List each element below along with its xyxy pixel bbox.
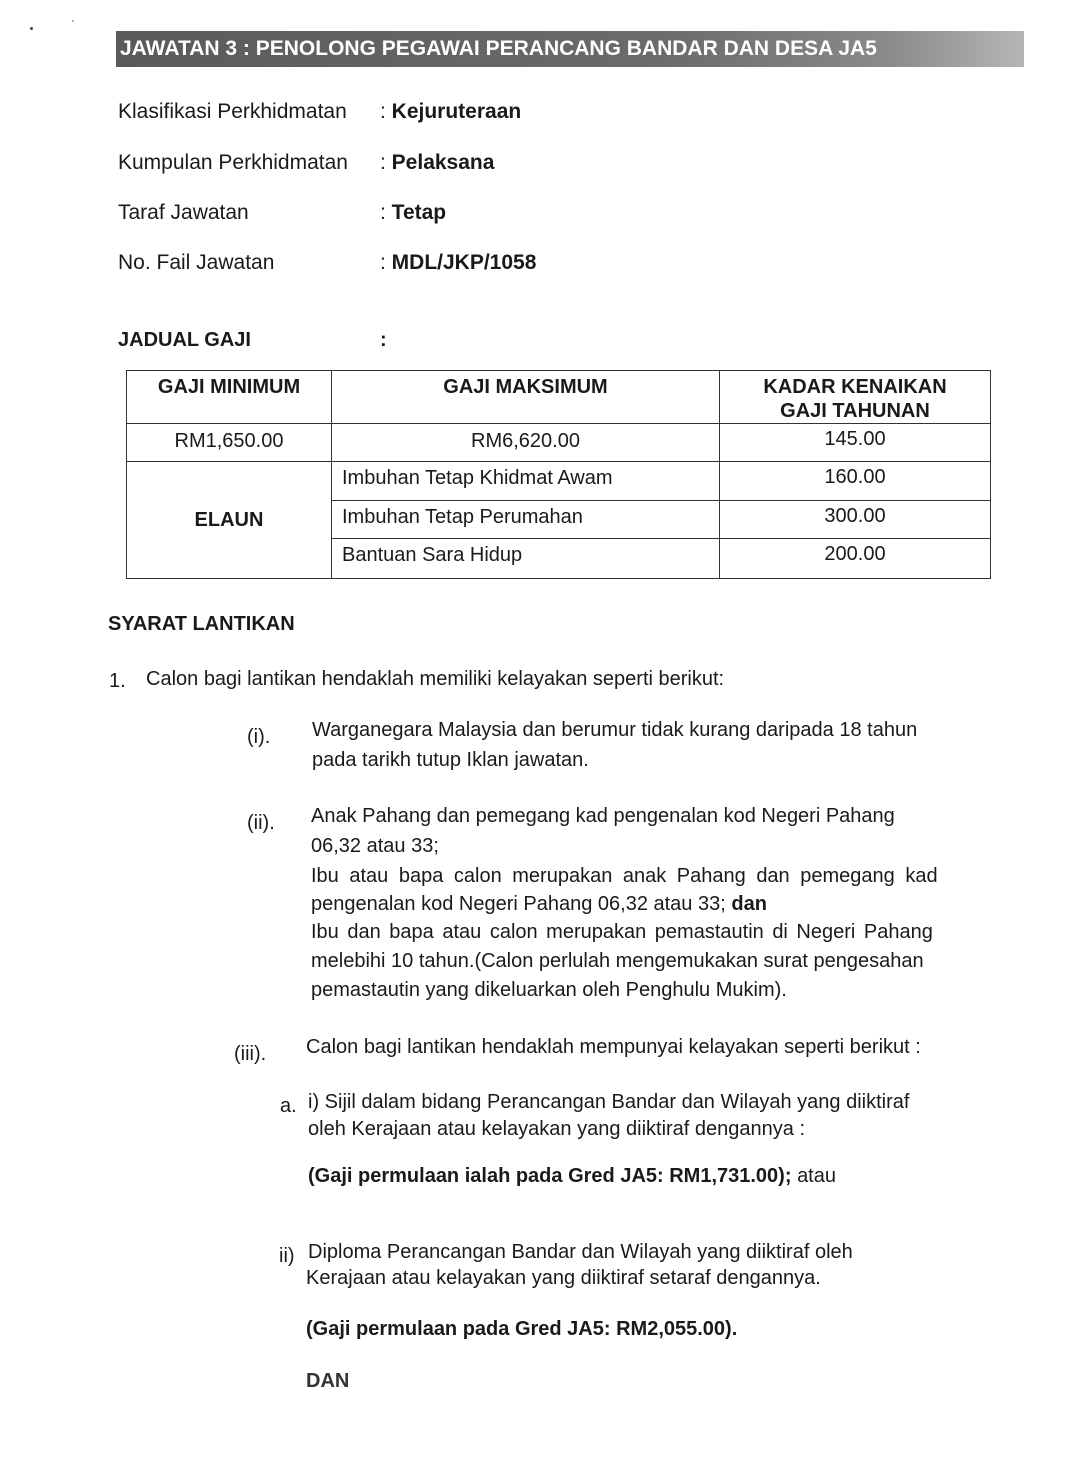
sub-item-text: pengenalan kod Negeri Pahang 06,32 atau 33; dan	[311, 893, 767, 915]
sub-item-label: a.	[280, 1095, 297, 1117]
header-annual-increment	[720, 371, 991, 424]
and-label: DAN	[306, 1370, 350, 1392]
salary-table	[126, 370, 991, 579]
sub-item-text: i) Sijil dalam bidang Perancangan Bandar dan Wilayah yang diiktiraf	[308, 1091, 910, 1113]
info-value: : MDL/JKP/1058	[380, 251, 537, 274]
allowance-name: Imbuhan Tetap Perumahan	[332, 501, 720, 539]
sub-item-text: pada tarikh tutup Iklan jawatan.	[312, 749, 589, 771]
sub-item-label: ii)	[279, 1245, 295, 1267]
allowance-amount: 300.00	[720, 501, 991, 539]
table-header-row	[127, 371, 991, 424]
table-row	[127, 424, 991, 462]
salary-schedule-title: JADUAL GAJI	[118, 329, 251, 351]
sub-item-text: melebihi 10 tahun.(Calon perlulah mengemukakan surat pengesahan	[311, 950, 924, 972]
header-min-salary: GAJI MINIMUM	[127, 371, 332, 424]
max-salary-value: RM6,620.00	[332, 424, 720, 462]
info-value: : Kejuruteraan	[380, 100, 522, 123]
info-label: Taraf Jawatan	[118, 201, 249, 224]
sub-item-text: 06,32 atau 33;	[311, 835, 439, 857]
sub-item-text: Ibu dan bapa atau calon merupakan pemastautin di Negeri Pahang	[311, 921, 933, 943]
sub-item-text: pemastautin yang dikeluarkan oleh Penghulu Mukim).	[311, 979, 787, 1001]
table-row	[127, 462, 991, 501]
job-title-banner: JAWATAN 3 : PENOLONG PEGAWAI PERANCANG BANDAR DAN DESA JA5	[116, 31, 1024, 67]
increment-value: 145.00	[720, 424, 991, 462]
sub-item-label: (ii).	[247, 812, 275, 834]
allowance-amount: 200.00	[720, 539, 991, 579]
item-text: Calon bagi lantikan hendaklah memiliki kelayakan seperti berikut:	[146, 668, 725, 690]
sub-item-text: Diploma Perancangan Bandar dan Wilayah yang diiktiraf oleh	[308, 1241, 853, 1263]
info-value: : Tetap	[380, 201, 447, 224]
header-increment-line: GAJI TAHUNAN	[780, 400, 930, 422]
allowance-name: Bantuan Sara Hidup	[332, 539, 720, 579]
sub-item-text: Ibu atau bapa calon merupakan anak Pahang dan pemegang kad	[311, 865, 938, 887]
item-number: 1.	[109, 670, 126, 692]
requirements-title: SYARAT LANTIKAN	[108, 613, 295, 635]
sub-item-label: (i).	[247, 726, 271, 748]
sub-item-text: Calon bagi lantikan hendaklah mempunyai kelayakan seperti berikut :	[306, 1036, 921, 1058]
info-label: Klasifikasi Perkhidmatan	[118, 100, 347, 123]
sub-item-text: Kerajaan atau kelayakan yang diiktiraf setaraf dengannya.	[306, 1267, 821, 1289]
scan-speck	[30, 27, 33, 30]
sub-item-text: oleh Kerajaan atau kelayakan yang diiktiraf dengannya :	[308, 1118, 806, 1140]
salary-schedule-colon: :	[380, 329, 387, 351]
info-label: No. Fail Jawatan	[118, 251, 275, 274]
starting-salary-note: (Gaji permulaan ialah pada Gred JA5: RM1,731.00); atau	[308, 1165, 836, 1187]
allowance-amount: 160.00	[720, 462, 991, 501]
header-max-salary: GAJI MAKSIMUM	[332, 371, 720, 424]
info-value: : Pelaksana	[380, 151, 495, 174]
starting-salary-note: (Gaji permulaan pada Gred JA5: RM2,055.00).	[306, 1318, 738, 1340]
info-label: Kumpulan Perkhidmatan	[118, 151, 348, 174]
min-salary-value: RM1,650.00	[127, 424, 332, 462]
allowance-label: ELAUN	[127, 462, 332, 579]
sub-item-label: (iii).	[234, 1043, 267, 1065]
header-increment-line: KADAR KENAIKAN	[763, 376, 947, 398]
scan-speck	[72, 20, 74, 22]
sub-item-text: Anak Pahang dan pemegang kad pengenalan kod Negeri Pahang	[311, 805, 895, 827]
allowance-name: Imbuhan Tetap Khidmat Awam	[332, 462, 720, 501]
sub-item-text: Warganegara Malaysia dan berumur tidak kurang daripada 18 tahun	[312, 719, 918, 741]
